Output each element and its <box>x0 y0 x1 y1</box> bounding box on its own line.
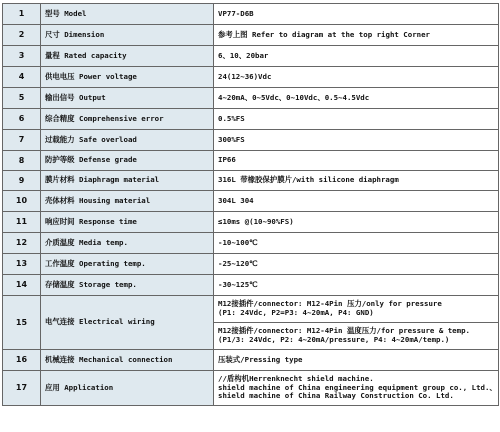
table-row <box>3 254 499 275</box>
wiring-line: (P1/3: 24Vdc, P2: 4~20mA/pressure, P4: 4~20mA/temp.) <box>218 335 450 344</box>
table-row <box>3 233 499 254</box>
row-number: 12 <box>3 233 41 254</box>
row-number: 16 <box>3 350 41 371</box>
row-value: ≤10ms @(10~90%FS) <box>214 212 499 233</box>
row-label: 膜片材料 Diaphragm material <box>41 171 214 191</box>
row-label: 输出信号 Output <box>41 88 214 109</box>
spec-table <box>2 3 499 406</box>
row-number: 4 <box>3 67 41 88</box>
row-number: 8 <box>3 151 41 171</box>
wiring-option-pressure-temp <box>214 323 499 350</box>
row-label: 尺寸 Dimension <box>41 25 214 46</box>
row-number: 10 <box>3 191 41 212</box>
row-label: 量程 Rated capacity <box>41 46 214 67</box>
row-label: 存储温度 Storage temp. <box>41 275 214 296</box>
table-row-electrical-a <box>3 296 499 323</box>
row-value: -25~120℃ <box>214 254 499 275</box>
row-number: 5 <box>3 88 41 109</box>
row-label: 机械连接 Mechanical connection <box>41 350 214 371</box>
row-number: 13 <box>3 254 41 275</box>
application-line: shield machine of China Railway Construction Co. Ltd. <box>218 391 454 401</box>
row-number: 6 <box>3 109 41 130</box>
row-number: 3 <box>3 46 41 67</box>
row-label: 应用 Application <box>41 371 214 406</box>
row-value: 316L 带橡胶保护膜片/with silicone diaphragm <box>214 171 499 191</box>
table-row <box>3 212 499 233</box>
table-row <box>3 88 499 109</box>
row-number: 15 <box>3 296 41 350</box>
row-label: 过载能力 Safe overload <box>41 130 214 151</box>
row-label: 综合精度 Comprehensive error <box>41 109 214 130</box>
table-row <box>3 130 499 151</box>
row-label: 工作温度 Operating temp. <box>41 254 214 275</box>
table-row <box>3 350 499 371</box>
row-label: 响应时间 Response time <box>41 212 214 233</box>
wiring-line: M12接插件/connector: M12-4Pin 温度压力/for pressure & temp. <box>218 326 470 336</box>
row-value: -30~125℃ <box>214 275 499 296</box>
row-value: 300%FS <box>214 130 499 151</box>
row-label: 供电电压 Power voltage <box>41 67 214 88</box>
row-number: 2 <box>3 25 41 46</box>
row-number: 17 <box>3 371 41 406</box>
table-row <box>3 151 499 171</box>
row-value: 0.5%FS <box>214 109 499 130</box>
row-label: 介质温度 Media temp. <box>41 233 214 254</box>
row-number: 7 <box>3 130 41 151</box>
row-label: 型号 Model <box>41 4 214 25</box>
row-label: 电气连接 Electrical wiring <box>41 296 214 350</box>
row-value: 6、10、20bar <box>214 46 499 67</box>
wiring-line: M12接插件/connector: M12-4Pin 压力/only for pressure <box>218 299 442 309</box>
row-number: 9 <box>3 171 41 191</box>
wiring-option-pressure <box>214 296 499 323</box>
row-value: 24(12~36)Vdc <box>214 67 499 88</box>
application-value <box>214 371 499 406</box>
row-value: 304L 304 <box>214 191 499 212</box>
wiring-line: (P1: 24Vdc, P2=P3: 4~20mA, P4: GND) <box>218 308 374 317</box>
table-row <box>3 109 499 130</box>
table-row <box>3 25 499 46</box>
row-number: 11 <box>3 212 41 233</box>
table-row <box>3 4 499 25</box>
row-label: 防护等级 Defense grade <box>41 151 214 171</box>
row-value: VP77-D6B <box>214 4 499 25</box>
row-label: 壳体材料 Housing material <box>41 191 214 212</box>
row-value: -10~100℃ <box>214 233 499 254</box>
table-row <box>3 275 499 296</box>
row-number: 14 <box>3 275 41 296</box>
table-row <box>3 191 499 212</box>
table-row <box>3 46 499 67</box>
row-value: 4~20mA、0~5Vdc、0~10Vdc、0.5~4.5Vdc <box>214 88 499 109</box>
application-line: //盾构机Herrenknecht shield machine. <box>218 374 374 384</box>
row-value: 压装式/Pressing type <box>214 350 499 371</box>
table-row <box>3 67 499 88</box>
table-row <box>3 171 499 191</box>
row-value: 参考上图 Refer to diagram at the top right Corner <box>214 25 499 46</box>
row-value: IP66 <box>214 151 499 171</box>
application-line: shield machine of China engineering equipment group co., Ltd.、 <box>218 382 497 392</box>
spec-table-body <box>3 4 499 406</box>
row-number: 1 <box>3 4 41 25</box>
table-row-application <box>3 371 499 406</box>
